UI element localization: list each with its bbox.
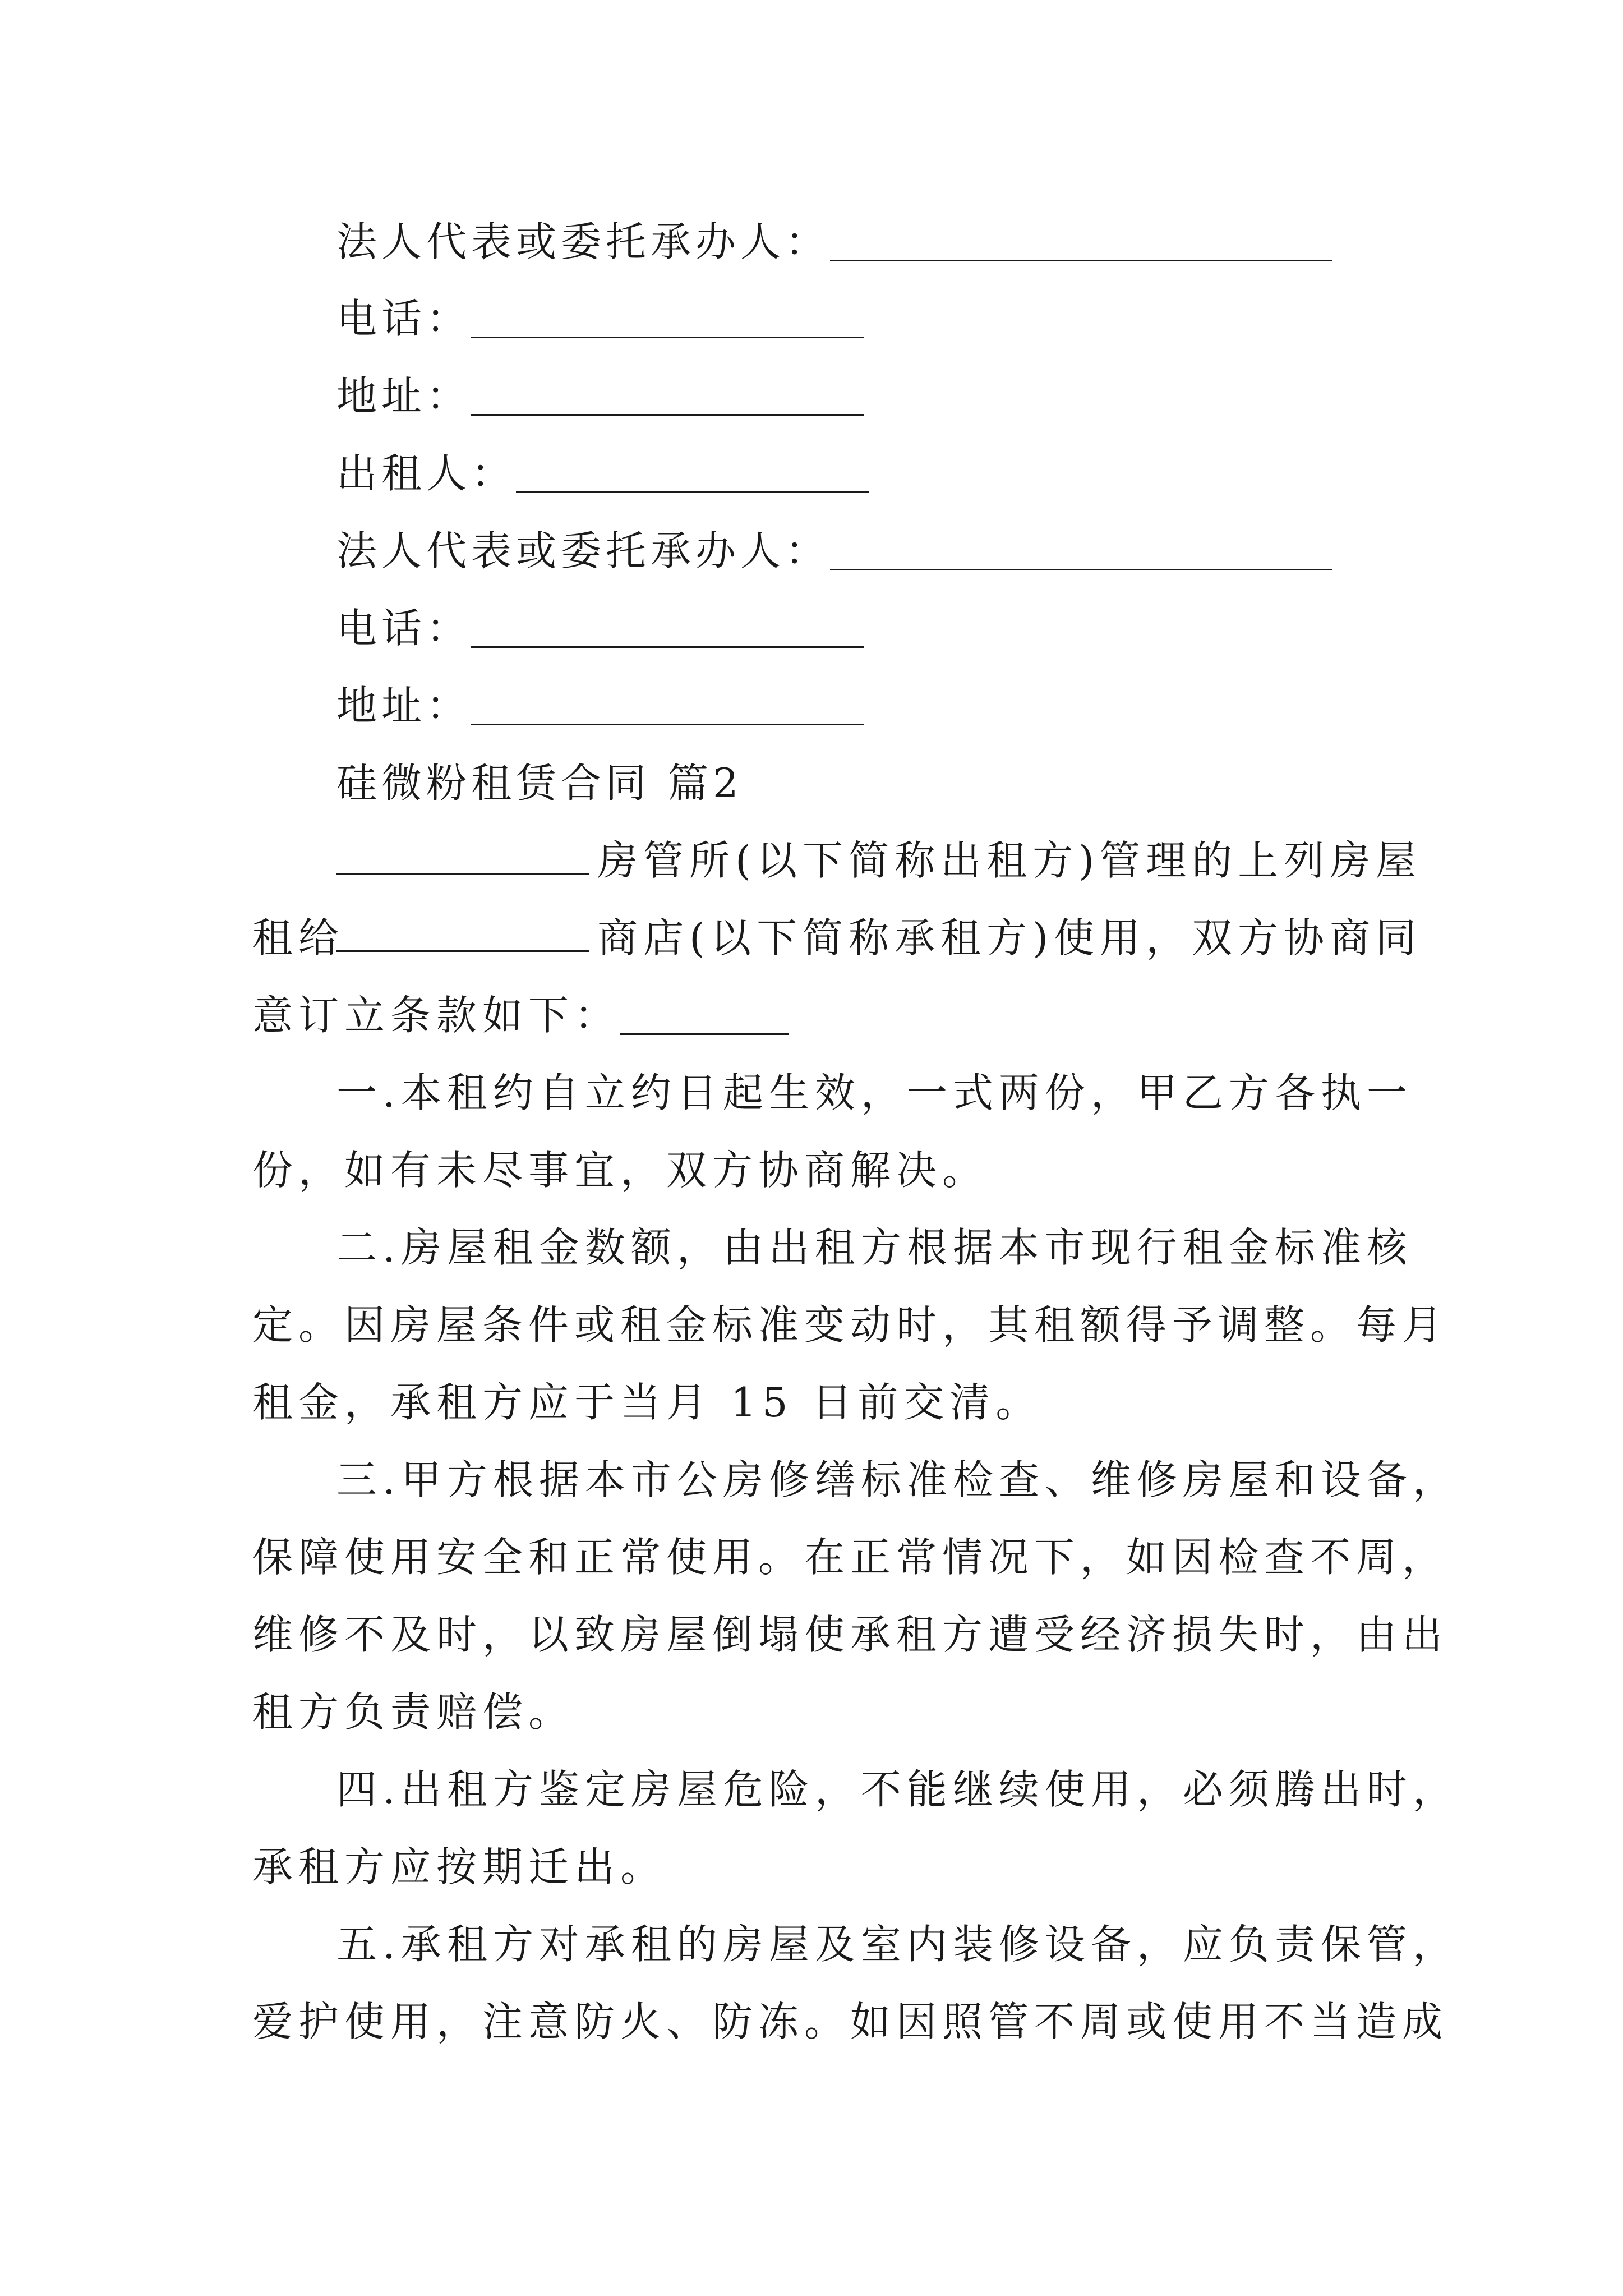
form-addr1-label: 地址： — [336, 372, 472, 420]
form-phone1-blank[interactable] — [471, 303, 864, 338]
clause-5-line-1: 五.承租方对承租的房屋及室内装修设备，应负责保管， — [336, 1921, 1459, 1968]
clause-4-line-2: 承租方应按期迁出。 — [252, 1843, 667, 1890]
intro-blank-3[interactable] — [620, 1000, 789, 1035]
section-title: 硅微粉租赁合同 篇2 — [336, 760, 743, 807]
form-phone2-label: 电话： — [336, 605, 472, 652]
form-rep1-blank[interactable] — [830, 226, 1332, 261]
clause-2-line-3: 租金，承租方应于当月 15 日前交清。 — [252, 1379, 1042, 1426]
form-rep2-line — [336, 527, 1332, 574]
intro-line-1: 房管所(以下简称出租方)管理的上列房屋 — [597, 837, 1422, 884]
intro-line-2b: 商店(以下简称承租方)使用，双方协商同 — [597, 914, 1422, 961]
form-rep2-blank[interactable] — [830, 535, 1332, 570]
clause-3-line-1: 三.甲方根据本市公房修缮标准检查、维修房屋和设备， — [336, 1456, 1459, 1503]
clause-3-line-2: 保障使用安全和正常使用。在正常情况下，如因检查不周， — [252, 1534, 1449, 1581]
form-phone1-line — [336, 295, 864, 342]
form-phone2-blank[interactable] — [471, 613, 864, 648]
form-addr2-line — [336, 682, 864, 729]
clause-5-line-2: 爱护使用，注意防火、防冻。如因照管不周或使用不当造成 — [252, 1998, 1449, 2045]
clause-4-line-1: 四.出租方鉴定房屋危险，不能继续使用，必须腾出时， — [336, 1766, 1459, 1813]
clause-2-line-1: 二.房屋租金数额，由出租方根据本市现行租金标准核 — [336, 1224, 1413, 1271]
form-rep1-line — [336, 218, 1332, 265]
form-lessor-label: 出租人： — [336, 450, 517, 497]
clause-2-line-2: 定。因房屋条件或租金标准变动时，其租额得予调整。每月 — [252, 1301, 1449, 1349]
form-lessor-blank[interactable] — [516, 458, 869, 493]
intro-blank-1[interactable] — [336, 839, 589, 875]
clause-3-line-4: 租方负责赔偿。 — [252, 1688, 575, 1736]
clause-1-line-1: 一.本租约自立约日起生效，一式两份，甲乙方各执一 — [336, 1069, 1413, 1116]
form-addr2-blank[interactable] — [471, 690, 864, 725]
clause-1-line-2: 份，如有未尽事宜，双方协商解决。 — [252, 1147, 989, 1194]
intro-line-3 — [252, 992, 789, 1039]
intro-blank-2[interactable] — [336, 917, 589, 952]
form-addr1-blank[interactable] — [471, 380, 864, 416]
clause-3-line-3: 维修不及时，以致房屋倒塌使承租方遭受经济损失时，由出 — [252, 1611, 1449, 1658]
form-phone1-label: 电话： — [336, 295, 472, 342]
form-lessor-line — [336, 450, 869, 497]
form-phone2-line — [336, 605, 864, 652]
form-rep1-label: 法人代表或委托承办人： — [336, 218, 831, 265]
form-addr2-label: 地址： — [336, 682, 472, 729]
form-addr1-line — [336, 372, 864, 420]
intro-line-3-text: 意订立条款如下： — [252, 992, 621, 1039]
form-rep2-label: 法人代表或委托承办人： — [336, 527, 831, 574]
intro-line-2a: 租给 — [252, 914, 345, 961]
